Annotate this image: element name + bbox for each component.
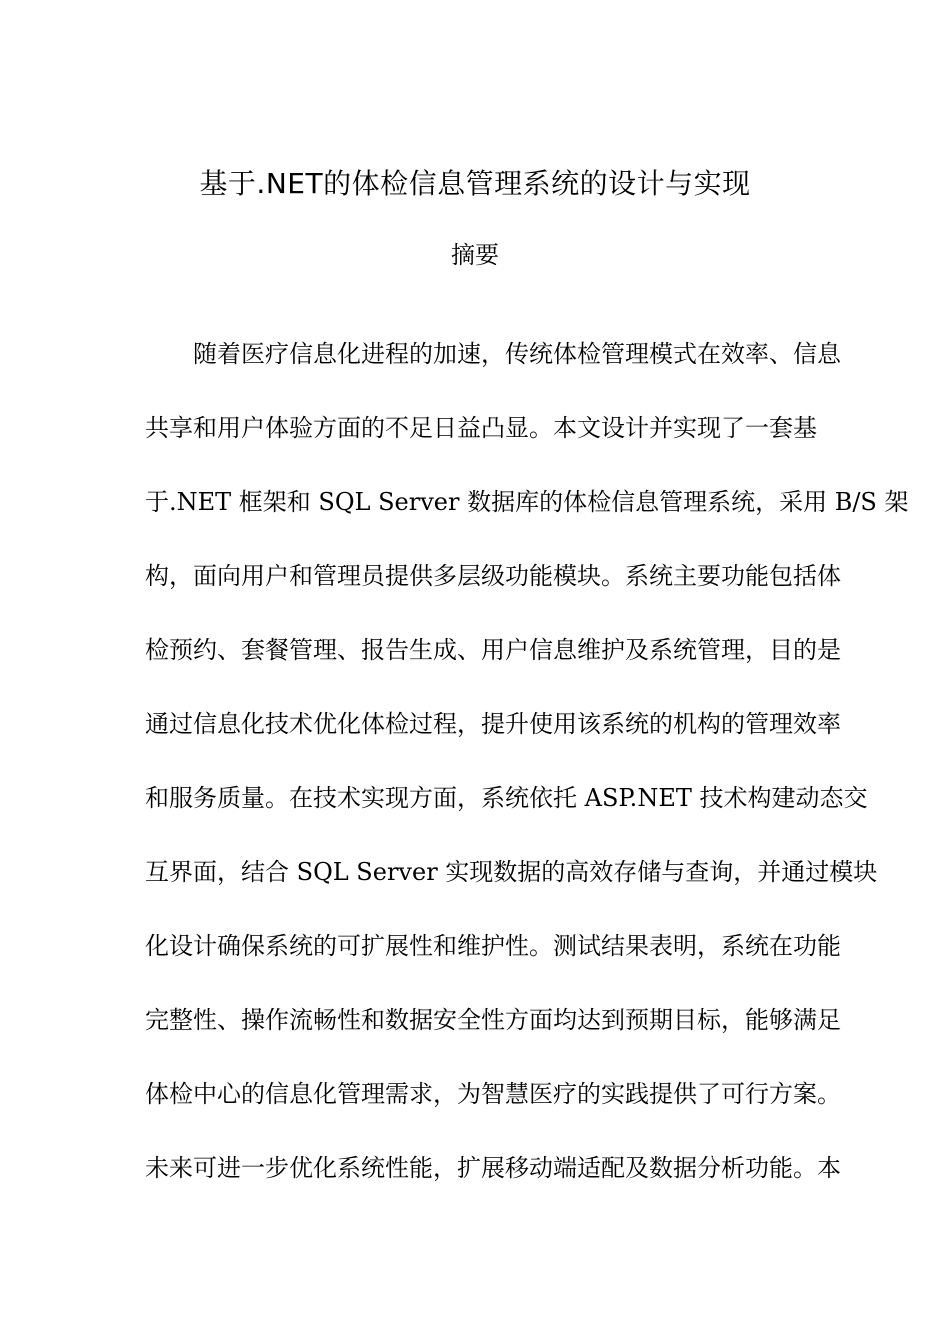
abstract-line: 化设计确保系统的可扩展性和维护性。测试结果表明，系统在功能 xyxy=(145,932,841,960)
abstract-line: 构，面向用户和管理员提供多层级功能模块。系统主要功能包括体 xyxy=(145,562,841,590)
page-title: 基于.NET的体检信息管理系统的设计与实现 xyxy=(199,167,751,200)
abstract-line: 检预约、套餐管理、报告生成、用户信息维护及系统管理，目的是 xyxy=(145,636,841,664)
abstract-line: 和服务质量。在技术实现方面，系统依托 ASP.NET 技术构建动态交 xyxy=(145,784,868,812)
abstract-line: 通过信息化技术优化体检过程，提升使用该系统的机构的管理效率 xyxy=(145,710,841,738)
abstract-line: 未来可进一步优化系统性能，扩展移动端适配及数据分析功能。本 xyxy=(145,1154,841,1182)
abstract-line: 体检中心的信息化管理需求，为智慧医疗的实践提供了可行方案。 xyxy=(145,1080,841,1108)
abstract-body xyxy=(145,332,909,1220)
abstract-line: 互界面，结合 SQL Server 实现数据的高效存储与查询，并通过模块 xyxy=(145,858,878,886)
abstract-line: 共享和用户体验方面的不足日益凸显。本文设计并实现了一套基 xyxy=(145,414,817,442)
abstract-heading: 摘要 xyxy=(451,241,499,269)
abstract-line: 于.NET 框架和 SQL Server 数据库的体检信息管理系统，采用 B/S 架 xyxy=(145,488,909,516)
abstract-line: 随着医疗信息化进程的加速，传统体检管理模式在效率、信息 xyxy=(193,340,841,368)
abstract-line: 完整性、操作流畅性和数据安全性方面均达到预期目标，能够满足 xyxy=(145,1006,841,1034)
